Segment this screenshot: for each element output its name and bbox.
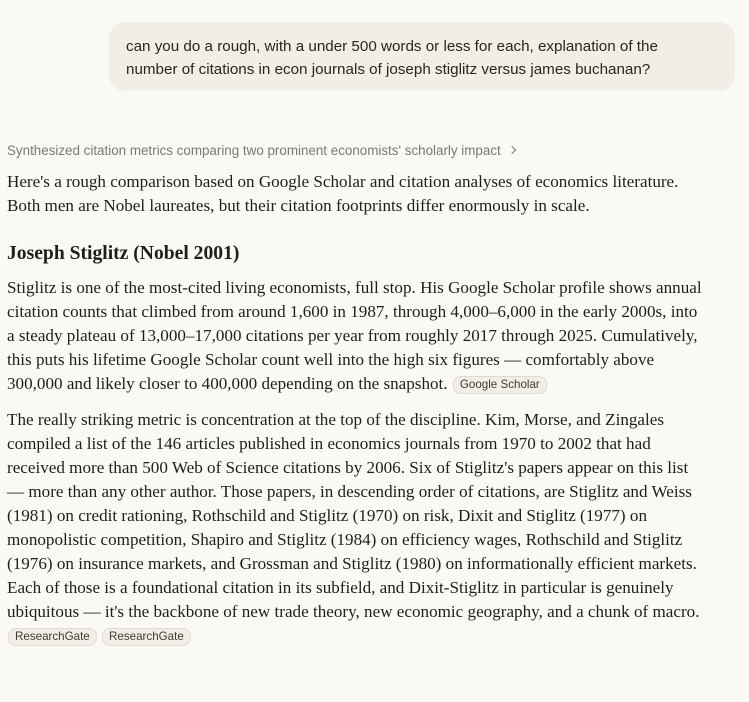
intro-paragraph: Here's a rough comparison based on Google Scholar and citation analyses of economics literature. Both men are Nobel laureates, but their citation footprints differ enormously in scale.: [7, 172, 679, 215]
paragraph-text: The really striking metric is concentration at the top of the discipline. Kim, Morse, and Zingales compiled a list of the 146 articles published in economics journals from 1970 to 2002 that had received more than 500 Web of Science citations by 2006. Six of Stiglitz's papers appear on this list — more than any other author. Those papers, in descending order of citations, are Stiglitz and Weiss (1981) on credit rationing, Rothschild and Stiglitz (1970) on risk, Dixit and Stiglitz (1977) on monopolistic competition, Shapiro and Stiglitz (1984) on efficiency wages, Rothschild and Stiglitz (1976) on insurance markets, and Grossman and Stiglitz (1980) on informationally efficient markets. Each of those is a foundational citation in its subfield, and Dixit-Stiglitz in particular is genuinely ubiquitous — it's the backbone of new trade theory, new economic geography, and a chunk of macro.: [7, 410, 700, 621]
body-paragraph: [7, 276, 707, 396]
user-message-line: can you do a rough, with a under 500 words or less for each, explanation of the: [126, 38, 658, 55]
paragraph-text: Stiglitz is one of the most-cited living economists, full stop. His Google Scholar profile shows annual citation counts that climbed from around 1,600 in 1987, through 4,000–6,000 in the early 2000s, into a steady plateau of 13,000–17,000 citations per year from roughly 2017 through 2025. Cumulatively, this puts his lifetime Google Scholar count well into the high six figures — comfortably above 300,000 and likely closer to 400,000 depending on the snapshot.: [7, 278, 702, 393]
citation-badge[interactable]: Google Scholar: [453, 376, 547, 394]
citation-badge[interactable]: ResearchGate: [102, 628, 191, 646]
body-paragraph: [7, 408, 707, 648]
chevron-right-icon: [508, 146, 516, 154]
thinking-summary-toggle[interactable]: [7, 140, 515, 160]
assistant-response: [7, 170, 707, 660]
user-message-bubble: [109, 22, 735, 91]
user-message-line: number of citations in econ journals of joseph stiglitz versus james buchanan?: [126, 61, 651, 78]
section-heading: Joseph Stiglitz (Nobel 2001): [7, 243, 240, 264]
citation-badge[interactable]: ResearchGate: [8, 628, 97, 646]
thinking-summary-text: Synthesized citation metrics comparing two prominent economists' scholarly impact: [7, 142, 501, 158]
